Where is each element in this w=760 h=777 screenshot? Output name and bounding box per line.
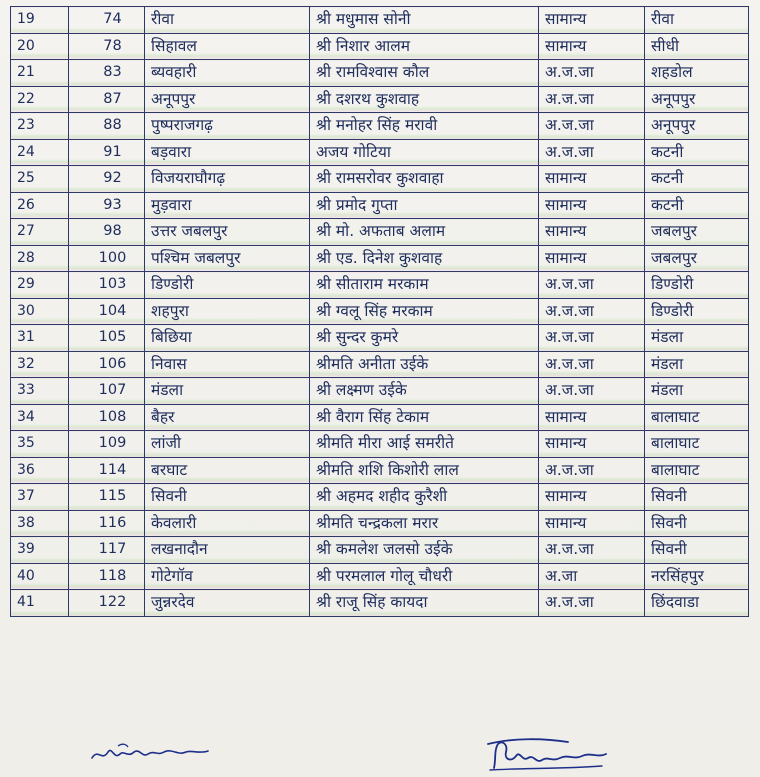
table-row xyxy=(11,219,749,246)
constituency-name-cell: बड़वारा xyxy=(145,139,310,166)
constituency-name-cell: रीवा xyxy=(145,7,310,34)
table-row xyxy=(11,325,749,352)
table-row xyxy=(11,404,749,431)
constituency-number-cell: 78 xyxy=(69,33,145,60)
candidate-name-cell: श्रीमति अनीता उईके xyxy=(310,351,539,378)
constituency-number-cell: 92 xyxy=(69,166,145,193)
serial-number-cell: 30 xyxy=(11,298,69,325)
reservation-category-cell: अ.ज.जा xyxy=(539,60,645,87)
table-row xyxy=(11,378,749,405)
constituency-number-cell: 87 xyxy=(69,86,145,113)
signature-right xyxy=(482,732,632,774)
reservation-category-cell: सामान्य xyxy=(539,245,645,272)
serial-number-cell: 27 xyxy=(11,219,69,246)
table-row xyxy=(11,33,749,60)
serial-number-cell: 20 xyxy=(11,33,69,60)
candidate-name-cell: श्री दशरथ कुशवाह xyxy=(310,86,539,113)
constituency-name-cell: लखनादौन xyxy=(145,537,310,564)
serial-number-cell: 36 xyxy=(11,457,69,484)
district-cell: कटनी xyxy=(645,192,749,219)
serial-number-cell: 38 xyxy=(11,510,69,537)
constituency-name-cell: मुड़वारा xyxy=(145,192,310,219)
serial-number-cell: 25 xyxy=(11,166,69,193)
district-cell: कटनी xyxy=(645,139,749,166)
candidate-name-cell: श्री मधुमास सोनी xyxy=(310,7,539,34)
district-cell: मंडला xyxy=(645,378,749,405)
constituency-name-cell: उत्तर जबलपुर xyxy=(145,219,310,246)
district-cell: मंडला xyxy=(645,325,749,352)
serial-number-cell: 19 xyxy=(11,7,69,34)
table-row xyxy=(11,166,749,193)
constituency-number-cell: 93 xyxy=(69,192,145,219)
table-row xyxy=(11,510,749,537)
table-row xyxy=(11,113,749,140)
serial-number-cell: 35 xyxy=(11,431,69,458)
district-cell: छिंदवाडा xyxy=(645,590,749,617)
district-cell: बालाघाट xyxy=(645,457,749,484)
district-cell: सिवनी xyxy=(645,484,749,511)
constituency-number-cell: 122 xyxy=(69,590,145,617)
serial-number-cell: 34 xyxy=(11,404,69,431)
candidate-name-cell: श्री निशार आलम xyxy=(310,33,539,60)
district-cell: कटनी xyxy=(645,166,749,193)
candidate-name-cell: श्री प्रमोद गुप्ता xyxy=(310,192,539,219)
serial-number-cell: 37 xyxy=(11,484,69,511)
constituency-number-cell: 83 xyxy=(69,60,145,87)
constituency-number-cell: 98 xyxy=(69,219,145,246)
candidate-name-cell: श्रीमति चन्द्रकला मरार xyxy=(310,510,539,537)
constituency-name-cell: गोटेगॉव xyxy=(145,563,310,590)
table-row xyxy=(11,139,749,166)
candidate-name-cell: श्री वैराग सिंह टेकाम xyxy=(310,404,539,431)
candidate-name-cell: श्री मनोहर सिंह मरावी xyxy=(310,113,539,140)
serial-number-cell: 26 xyxy=(11,192,69,219)
candidate-table-body xyxy=(11,7,749,617)
district-cell: सिवनी xyxy=(645,510,749,537)
district-cell: डिण्डोरी xyxy=(645,272,749,299)
constituency-name-cell: बरघाट xyxy=(145,457,310,484)
district-cell: मंडला xyxy=(645,351,749,378)
reservation-category-cell: सामान्य xyxy=(539,431,645,458)
serial-number-cell: 39 xyxy=(11,537,69,564)
candidate-name-cell: श्री ग्वलू सिंह मरकाम xyxy=(310,298,539,325)
constituency-name-cell: पुष्पराजगढ़ xyxy=(145,113,310,140)
reservation-category-cell: सामान्य xyxy=(539,7,645,34)
constituency-number-cell: 91 xyxy=(69,139,145,166)
reservation-category-cell: अ.जा xyxy=(539,563,645,590)
constituency-name-cell: जुन्नरदेव xyxy=(145,590,310,617)
reservation-category-cell: अ.ज.जा xyxy=(539,537,645,564)
district-cell: जबलपुर xyxy=(645,245,749,272)
reservation-category-cell: अ.ज.जा xyxy=(539,457,645,484)
constituency-number-cell: 104 xyxy=(69,298,145,325)
table-row xyxy=(11,272,749,299)
reservation-category-cell: अ.ज.जा xyxy=(539,86,645,113)
constituency-number-cell: 100 xyxy=(69,245,145,272)
table-row xyxy=(11,484,749,511)
reservation-category-cell: अ.ज.जा xyxy=(539,272,645,299)
reservation-category-cell: सामान्य xyxy=(539,166,645,193)
reservation-category-cell: अ.ज.जा xyxy=(539,139,645,166)
constituency-number-cell: 106 xyxy=(69,351,145,378)
district-cell: सिवनी xyxy=(645,537,749,564)
constituency-number-cell: 88 xyxy=(69,113,145,140)
serial-number-cell: 31 xyxy=(11,325,69,352)
table-row xyxy=(11,60,749,87)
table-row xyxy=(11,590,749,617)
constituency-name-cell: केवलारी xyxy=(145,510,310,537)
district-cell: अनूपपुर xyxy=(645,113,749,140)
serial-number-cell: 21 xyxy=(11,60,69,87)
candidate-name-cell: श्री अहमद शहीद कुरैशी xyxy=(310,484,539,511)
district-cell: नरसिंहपुर xyxy=(645,563,749,590)
constituency-name-cell: लांजी xyxy=(145,431,310,458)
reservation-category-cell: अ.ज.जा xyxy=(539,298,645,325)
constituency-number-cell: 103 xyxy=(69,272,145,299)
reservation-category-cell: सामान्य xyxy=(539,33,645,60)
table-row xyxy=(11,457,749,484)
reservation-category-cell: अ.ज.जा xyxy=(539,113,645,140)
table-row xyxy=(11,537,749,564)
constituency-name-cell: बैहर xyxy=(145,404,310,431)
table-row xyxy=(11,192,749,219)
candidate-name-cell: श्री राजू सिंह कायदा xyxy=(310,590,539,617)
constituency-name-cell: बिछिया xyxy=(145,325,310,352)
constituency-name-cell: डिण्डोरी xyxy=(145,272,310,299)
constituency-name-cell: अनूपपुर xyxy=(145,86,310,113)
constituency-number-cell: 109 xyxy=(69,431,145,458)
table-row xyxy=(11,351,749,378)
table-row xyxy=(11,245,749,272)
constituency-number-cell: 114 xyxy=(69,457,145,484)
constituency-name-cell: सिहावल xyxy=(145,33,310,60)
constituency-number-cell: 118 xyxy=(69,563,145,590)
reservation-category-cell: अ.ज.जा xyxy=(539,590,645,617)
candidate-name-cell: श्रीमति मीरा आई समरीते xyxy=(310,431,539,458)
table-row xyxy=(11,563,749,590)
candidate-name-cell: अजय गोटिया xyxy=(310,139,539,166)
reservation-category-cell: सामान्य xyxy=(539,404,645,431)
reservation-category-cell: अ.ज.जा xyxy=(539,378,645,405)
serial-number-cell: 40 xyxy=(11,563,69,590)
candidate-name-cell: श्री सुन्दर कुमरे xyxy=(310,325,539,352)
constituency-name-cell: मंडला xyxy=(145,378,310,405)
serial-number-cell: 28 xyxy=(11,245,69,272)
district-cell: रीवा xyxy=(645,7,749,34)
reservation-category-cell: सामान्य xyxy=(539,484,645,511)
constituency-name-cell: विजयराघौगढ़ xyxy=(145,166,310,193)
candidate-name-cell: श्रीमति शशि किशोरी लाल xyxy=(310,457,539,484)
candidate-name-cell: श्री सीताराम मरकाम xyxy=(310,272,539,299)
constituency-name-cell: शहपुरा xyxy=(145,298,310,325)
reservation-category-cell: सामान्य xyxy=(539,192,645,219)
serial-number-cell: 29 xyxy=(11,272,69,299)
reservation-category-cell: अ.ज.जा xyxy=(539,351,645,378)
table-row xyxy=(11,431,749,458)
constituency-number-cell: 117 xyxy=(69,537,145,564)
district-cell: शहडोल xyxy=(645,60,749,87)
constituency-number-cell: 105 xyxy=(69,325,145,352)
reservation-category-cell: अ.ज.जा xyxy=(539,325,645,352)
candidate-name-cell: श्री लक्ष्मण उईके xyxy=(310,378,539,405)
constituency-number-cell: 116 xyxy=(69,510,145,537)
serial-number-cell: 33 xyxy=(11,378,69,405)
district-cell: बालाघाट xyxy=(645,431,749,458)
serial-number-cell: 22 xyxy=(11,86,69,113)
candidate-name-cell: श्री कमलेश जलसो उईके xyxy=(310,537,539,564)
serial-number-cell: 41 xyxy=(11,590,69,617)
candidate-name-cell: श्री मो. अफताब अलाम xyxy=(310,219,539,246)
district-cell: जबलपुर xyxy=(645,219,749,246)
constituency-number-cell: 108 xyxy=(69,404,145,431)
candidate-table xyxy=(10,6,749,617)
candidate-name-cell: श्री एड. दिनेश कुशवाह xyxy=(310,245,539,272)
table-row xyxy=(11,7,749,34)
district-cell: डिण्डोरी xyxy=(645,298,749,325)
table-row xyxy=(11,86,749,113)
constituency-name-cell: पश्चिम जबलपुर xyxy=(145,245,310,272)
constituency-number-cell: 115 xyxy=(69,484,145,511)
serial-number-cell: 32 xyxy=(11,351,69,378)
table-row xyxy=(11,298,749,325)
district-cell: सीधी xyxy=(645,33,749,60)
constituency-number-cell: 107 xyxy=(69,378,145,405)
candidate-name-cell: श्री रामविश्वास कौल xyxy=(310,60,539,87)
constituency-name-cell: सिवनी xyxy=(145,484,310,511)
constituency-number-cell: 74 xyxy=(69,7,145,34)
reservation-category-cell: सामान्य xyxy=(539,510,645,537)
candidate-name-cell: श्री रामसरोवर कुशवाहा xyxy=(310,166,539,193)
serial-number-cell: 24 xyxy=(11,139,69,166)
candidate-name-cell: श्री परमलाल गोलू चौधरी xyxy=(310,563,539,590)
serial-number-cell: 23 xyxy=(11,113,69,140)
reservation-category-cell: सामान्य xyxy=(539,219,645,246)
district-cell: अनूपपुर xyxy=(645,86,749,113)
signature-left xyxy=(88,738,228,766)
district-cell: बालाघाट xyxy=(645,404,749,431)
constituency-name-cell: निवास xyxy=(145,351,310,378)
constituency-name-cell: ब्यवहारी xyxy=(145,60,310,87)
